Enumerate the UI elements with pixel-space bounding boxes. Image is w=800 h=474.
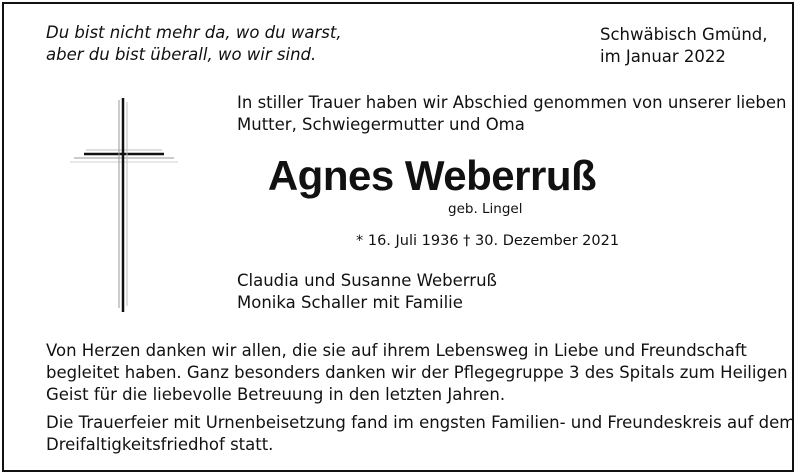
intro-line-2: Mutter, Schwiegermutter und Oma [237,115,525,134]
thanks-line-1: Von Herzen danken wir allen, die sie auf ihrem Lebensweg in Liebe und Freundschaft [46,341,747,360]
life-dates: * 16. Juli 1936 † 30. Dezember 2021 [356,233,620,249]
funeral-paragraph [46,412,795,456]
deceased-name: Agnes Weberruß [267,152,597,199]
place-and-date [600,24,768,68]
mourners [237,270,497,314]
thanks-line-2: begleitet haben. Ganz besonders danken wir der Pflegegruppe 3 des Spitals zum Heiligen [46,363,788,382]
mourners-line-1: Claudia und Susanne Weberruß [237,271,497,290]
date-line: im Januar 2022 [600,47,726,66]
maiden-name: geb. Lingel [448,201,523,217]
obituary-notice [2,2,794,472]
funeral-line-2: Dreifaltigkeitsfriedhof statt. [46,435,274,454]
intro-text [237,92,787,136]
mourners-line-2: Monika Schaller mit Familie [237,293,463,312]
thanks-line-3: Geist für die liebevolle Betreuung in den letzten Jahren. [46,385,506,404]
thanks-paragraph [46,340,788,406]
intro-line-1: In stiller Trauer haben wir Abschied genommen von unserer lieben [237,93,787,112]
quote-line-1: Du bist nicht mehr da, wo du warst, [46,23,342,42]
memorial-quote [46,22,342,66]
place-line: Schwäbisch Gmünd, [600,25,768,44]
cross-icon [68,98,180,314]
quote-line-2: aber du bist überall, wo wir sind. [46,45,317,64]
funeral-line-1: Die Trauerfeier mit Urnenbeisetzung fand im engsten Familien- und Freundeskreis auf dem [46,413,796,432]
